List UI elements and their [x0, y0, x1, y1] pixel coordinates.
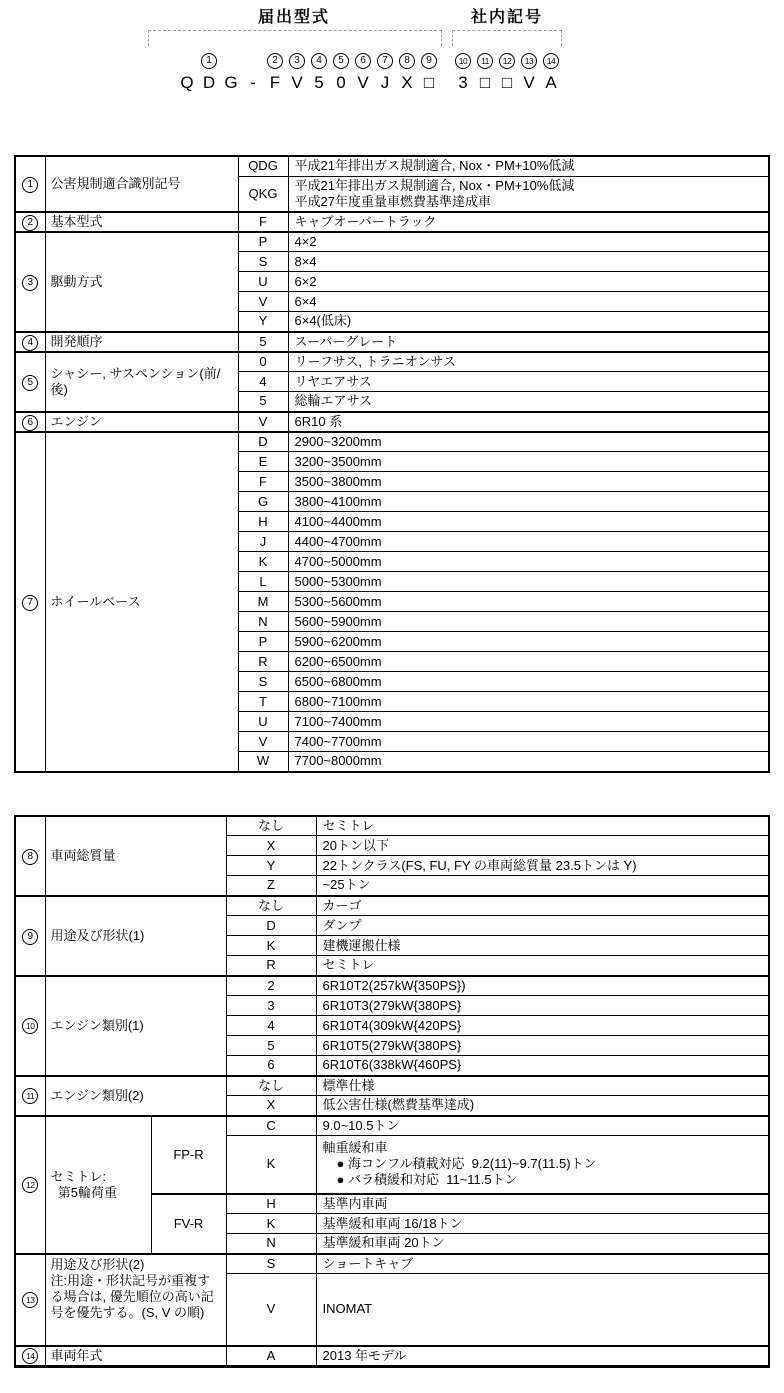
desc-cell: 6800~7100mm: [288, 692, 769, 712]
circled-number-icon: 1: [22, 177, 38, 193]
subgroup-label-cell: FP-R: [151, 1116, 226, 1194]
internal-code-bracket: [452, 30, 562, 46]
text-line: 平成21年排出ガス規制適合, Nox・PM+10%低減: [294, 177, 575, 193]
code-char-cell: [176, 53, 198, 93]
section-label-cell: [45, 1254, 226, 1346]
code-char: V: [291, 73, 303, 92]
code-char: □: [423, 73, 435, 92]
internal-code-title: 社内記号: [470, 9, 543, 26]
code-cell: QKG: [238, 176, 288, 212]
code-char: X: [401, 73, 413, 92]
table-row: [15, 352, 769, 372]
section-label-cell: エンジン類別(1): [45, 976, 226, 1076]
desc-cell: 低公害仕様(燃費基準達成): [316, 1096, 769, 1116]
notification-model-bracket: [148, 30, 442, 46]
table-row: [15, 816, 769, 836]
desc-cell: 3500~3800mm: [288, 472, 769, 492]
code-cell: 5: [238, 332, 288, 352]
code-cell: X: [226, 836, 316, 856]
desc-cell: 20トン以下: [316, 836, 769, 856]
code-cell: K: [226, 1214, 316, 1234]
desc-cell: 4400~4700mm: [288, 532, 769, 552]
code-cell: 2: [226, 976, 316, 996]
code-cell: V: [226, 1274, 316, 1346]
table-row: [15, 1116, 769, 1136]
desc-cell: 5600~5900mm: [288, 612, 769, 632]
code-cell: R: [226, 956, 316, 976]
circled-number-icon: 13: [521, 53, 537, 69]
section-number-cell: [15, 332, 45, 352]
table-row: [15, 1346, 769, 1367]
code-cell: C: [226, 1116, 316, 1136]
subgroup-label-cell: FV-R: [151, 1194, 226, 1254]
code-cell: N: [226, 1234, 316, 1254]
desc-cell: 6×4(低床): [288, 312, 769, 332]
code-header: [176, 0, 784, 93]
circled-number-icon: 14: [22, 1348, 38, 1364]
text-line: セミトレ:: [50, 1168, 107, 1184]
desc-cell: 3200~3500mm: [288, 452, 769, 472]
internal-code-cells: [452, 53, 562, 93]
code-char: D: [202, 73, 216, 92]
code-cell: 5: [238, 392, 288, 412]
code-char-cell: [242, 53, 264, 93]
table-row: [15, 156, 769, 176]
desc-cell: ダンプ: [316, 916, 769, 936]
code-char-cell: [352, 53, 374, 93]
section-number-cell: [15, 896, 45, 976]
code-cell: Y: [226, 856, 316, 876]
code-char-cell: [452, 53, 474, 93]
desc-cell: [288, 176, 769, 212]
desc-cell: 3800~4100mm: [288, 492, 769, 512]
section-label-cell: 車両総質量: [45, 816, 226, 896]
desc-cell: 4700~5000mm: [288, 552, 769, 572]
code-cell: 5: [226, 1036, 316, 1056]
desc-cell: 6R10T4(309kW{420PS}: [316, 1016, 769, 1036]
desc-cell: 6R10 系: [288, 412, 769, 432]
code-char: □: [479, 73, 491, 92]
circled-number-icon: 4: [311, 53, 327, 69]
desc-cell: [316, 1136, 769, 1194]
desc-cell: スーパーグレート: [288, 332, 769, 352]
text-line: 用途及び形状(2): [50, 1256, 145, 1272]
desc-cell: キャブオーバートラック: [288, 212, 769, 232]
table-row: [15, 232, 769, 252]
desc-cell: 平成21年排出ガス規制適合, Nox・PM+10%低減: [288, 156, 769, 176]
desc-cell: 6×2: [288, 272, 769, 292]
code-cell: なし: [226, 896, 316, 916]
desc-cell: 5900~6200mm: [288, 632, 769, 652]
code-cell: S: [226, 1254, 316, 1274]
section-label-cell: 基本型式: [45, 212, 238, 232]
code-cell: P: [238, 632, 288, 652]
section-number-cell: [15, 1076, 45, 1116]
code-cell: F: [238, 212, 288, 232]
code-cell: K: [226, 936, 316, 956]
table-row: [15, 976, 769, 996]
code-cell: 4: [226, 1016, 316, 1036]
desc-cell: カーゴ: [316, 896, 769, 916]
code-char-cell: [308, 53, 330, 93]
code-cell: D: [238, 432, 288, 452]
code-cell: U: [238, 272, 288, 292]
code-cell: S: [238, 672, 288, 692]
desc-cell: 基準緩和車両 16/18トン: [316, 1214, 769, 1234]
code-cell: U: [238, 712, 288, 732]
code-cell: 6: [226, 1056, 316, 1076]
code-cell: 0: [238, 352, 288, 372]
circled-number-icon: 3: [22, 275, 38, 291]
code-cell: L: [238, 572, 288, 592]
section-label-cell: エンジン類別(2): [45, 1076, 226, 1116]
code-char: F: [269, 73, 281, 92]
code-char: 0: [336, 73, 346, 92]
desc-cell: 2013 年モデル: [316, 1346, 769, 1367]
section-label-cell: [45, 1116, 151, 1254]
section-label-cell: 用途及び形状(1): [45, 896, 226, 976]
desc-cell: 標準仕様: [316, 1076, 769, 1096]
table-row: [15, 1254, 769, 1274]
text-line: ● バラ積緩和対応 11~11.5トン: [336, 1172, 518, 1188]
circled-number-icon: 10: [22, 1018, 38, 1034]
section-number-cell: [15, 1116, 45, 1254]
code-cell: K: [226, 1136, 316, 1194]
section-label-cell: 車両年式: [45, 1346, 226, 1367]
text-line: 注:用途・形状記号が重複する場合は, 優先順位の高い記号を優先する。(S, V の順): [50, 1272, 214, 1320]
desc-cell: 9.0~10.5トン: [316, 1116, 769, 1136]
section-number-cell: [15, 1254, 45, 1346]
table-row: [15, 412, 769, 432]
code-legend-table-1: [14, 155, 770, 773]
code-cell: F: [238, 472, 288, 492]
code-cell: なし: [226, 1076, 316, 1096]
desc-cell: ショートキャブ: [316, 1254, 769, 1274]
desc-cell: 6500~6800mm: [288, 672, 769, 692]
desc-cell: ~25トン: [316, 876, 769, 896]
desc-cell: セミトレ: [316, 816, 769, 836]
section-label-cell: ホイールベース: [45, 432, 238, 772]
code-char-cell: [396, 53, 418, 93]
code-cell: M: [238, 592, 288, 612]
code-cell: N: [238, 612, 288, 632]
desc-cell: 7100~7400mm: [288, 712, 769, 732]
code-char: 3: [458, 73, 468, 92]
code-cell: X: [226, 1096, 316, 1116]
circled-number-icon: 8: [399, 53, 415, 69]
code-char: 5: [314, 73, 324, 92]
desc-cell: 基準内車両: [316, 1194, 769, 1214]
code-cell: V: [238, 292, 288, 312]
desc-cell: 6R10T2(257kW{350PS}): [316, 976, 769, 996]
section-number-cell: [15, 1346, 45, 1367]
desc-cell: 6R10T6(338kW{460PS}: [316, 1056, 769, 1076]
code-char-cell: [540, 53, 562, 93]
code-cell: 3: [226, 996, 316, 1016]
desc-cell: 建機運搬仕様: [316, 936, 769, 956]
table-row: [15, 332, 769, 352]
circled-number-icon: 11: [22, 1088, 38, 1104]
circled-number-icon: 12: [22, 1177, 38, 1193]
desc-cell: 4×2: [288, 232, 769, 252]
code-char-cell: [418, 53, 440, 93]
notification-model-code-cells: [176, 53, 440, 93]
desc-cell: 2900~3200mm: [288, 432, 769, 452]
code-char-cell: [264, 53, 286, 93]
desc-cell: 8×4: [288, 252, 769, 272]
text-line: ● 海コンフル積載対応 9.2(11)~9.7(11.5)トン: [336, 1156, 597, 1172]
code-cell: Z: [226, 876, 316, 896]
text-line: 平成27年度重量車燃費基準達成車: [294, 193, 491, 209]
section-label-cell: シャシー, サスペンション(前/後): [45, 352, 238, 412]
section-number-cell: [15, 412, 45, 432]
circled-number-icon: 9: [421, 53, 437, 69]
desc-cell: 6R10T5(279kW{380PS}: [316, 1036, 769, 1056]
section-label-cell: エンジン: [45, 412, 238, 432]
circled-number-icon: 5: [22, 375, 38, 391]
circled-number-icon: 5: [333, 53, 349, 69]
code-char-cell: [474, 53, 496, 93]
circled-number-icon: 6: [22, 415, 38, 431]
code-char-cell: [220, 53, 242, 93]
circled-number-icon: 13: [22, 1292, 38, 1308]
internal-code-group: [452, 8, 562, 93]
desc-cell: 6200~6500mm: [288, 652, 769, 672]
section-label-cell: 開発順序: [45, 332, 238, 352]
circled-number-icon: 12: [499, 53, 515, 69]
section-label-cell: 公害規制適合識別記号: [45, 156, 238, 212]
code-cell: P: [238, 232, 288, 252]
circled-number-icon: 8: [22, 849, 38, 865]
code-cell: V: [238, 412, 288, 432]
circled-number-icon: 9: [22, 929, 38, 945]
desc-cell: 6×4: [288, 292, 769, 312]
code-cell: E: [238, 452, 288, 472]
code-char-cell: [496, 53, 518, 93]
desc-cell: 7400~7700mm: [288, 732, 769, 752]
code-char-cell: [518, 53, 540, 93]
code-cell: S: [238, 252, 288, 272]
desc-cell: セミトレ: [316, 956, 769, 976]
code-legend-table-2: [14, 815, 770, 1368]
circled-number-icon: 3: [289, 53, 305, 69]
code-cell: T: [238, 692, 288, 712]
code-cell: なし: [226, 816, 316, 836]
code-cell: QDG: [238, 156, 288, 176]
circled-number-icon: 2: [22, 215, 38, 231]
desc-cell: INOMAT: [316, 1274, 769, 1346]
table-row: [15, 432, 769, 452]
notification-model-group: [176, 8, 440, 93]
code-char-cell: [374, 53, 396, 93]
text-line: 軸重緩和車: [322, 1140, 388, 1156]
section-label-cell: 駆動方式: [45, 232, 238, 332]
desc-cell: 22トンクラス(FS, FU, FY の車両総質量 23.5トンは Y): [316, 856, 769, 876]
code-char-cell: [286, 53, 308, 93]
section-number-cell: [15, 156, 45, 212]
code-char-cell: [198, 53, 220, 93]
circled-number-icon: 1: [201, 53, 217, 69]
section-number-cell: [15, 432, 45, 772]
code-cell: H: [238, 512, 288, 532]
desc-cell: 6R10T3(279kW{380PS}: [316, 996, 769, 1016]
code-char: □: [501, 73, 513, 92]
table-row: [15, 212, 769, 232]
code-char-cell: [330, 53, 352, 93]
code-cell: A: [226, 1346, 316, 1367]
circled-number-icon: 7: [22, 595, 38, 611]
section-number-cell: [15, 212, 45, 232]
desc-cell: 5000~5300mm: [288, 572, 769, 592]
section-number-cell: [15, 976, 45, 1076]
table-row: [15, 896, 769, 916]
table-row: [15, 1076, 769, 1096]
desc-cell: 5300~5600mm: [288, 592, 769, 612]
code-char: -: [250, 73, 256, 92]
circled-number-icon: 6: [355, 53, 371, 69]
code-char: G: [224, 73, 238, 92]
desc-cell: 7700~8000mm: [288, 752, 769, 772]
code-cell: Y: [238, 312, 288, 332]
section-number-cell: [15, 352, 45, 412]
code-cell: K: [238, 552, 288, 572]
code-char: J: [380, 73, 390, 92]
code-char: V: [357, 73, 369, 92]
desc-cell: リヤエアサス: [288, 372, 769, 392]
circled-number-icon: 10: [455, 53, 471, 69]
section-number-cell: [15, 232, 45, 332]
circled-number-icon: 4: [22, 335, 38, 351]
circled-number-icon: 14: [543, 53, 559, 69]
notification-model-title: 届出型式: [257, 9, 330, 26]
code-cell: R: [238, 652, 288, 672]
section-number-cell: [15, 816, 45, 896]
code-cell: W: [238, 752, 288, 772]
circled-number-icon: 2: [267, 53, 283, 69]
text-line: 第5輪荷重: [50, 1184, 117, 1200]
desc-cell: リーフサス, トラニオンサス: [288, 352, 769, 372]
code-cell: J: [238, 532, 288, 552]
desc-cell: 4100~4400mm: [288, 512, 769, 532]
circled-number-icon: 7: [377, 53, 393, 69]
code-char: Q: [180, 73, 194, 92]
code-cell: V: [238, 732, 288, 752]
desc-cell: 総輪エアサス: [288, 392, 769, 412]
desc-cell: 基準緩和車両 20トン: [316, 1234, 769, 1254]
code-char: A: [545, 73, 557, 92]
code-cell: H: [226, 1194, 316, 1214]
code-cell: 4: [238, 372, 288, 392]
code-cell: D: [226, 916, 316, 936]
circled-number-icon: 11: [477, 53, 493, 69]
code-cell: G: [238, 492, 288, 512]
code-char: V: [523, 73, 535, 92]
